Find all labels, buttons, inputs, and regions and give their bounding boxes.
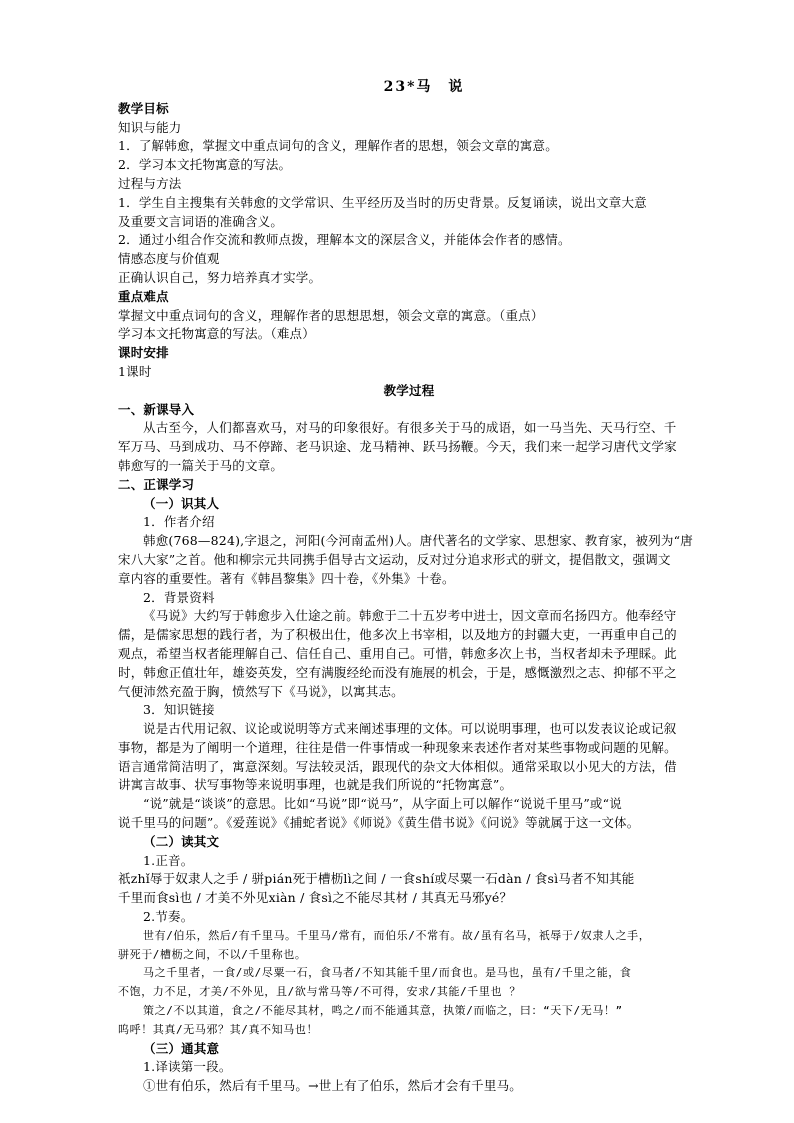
- text-line: 语言通常简洁明了，寓意深刻。写法较灵活，跟现代的杂文大体相似。通常采取以小见大的方法，借: [118, 758, 677, 774]
- text-line: 情感态度与价值观: [118, 251, 220, 267]
- section-heading: 重点难点: [118, 288, 169, 304]
- text-line: 2．背景资料: [143, 589, 215, 605]
- text-line: 观点，希望当权者能理解自己、信任自己、重用自己。可惜，韩愈多次上书，当权者却未予理睬。此: [118, 645, 677, 661]
- document-body: [118, 100, 700, 1096]
- text-line: 策之/不以其道，食之/不能尽其材，鸣之/而不能通其意，执策/而临之，曰：“天下/无马！”: [143, 1004, 623, 1018]
- text-line: 气便沛然充盈于胸，愤然写下《马说》，以寓其志。: [118, 683, 404, 699]
- section-heading: 教学目标: [118, 100, 169, 116]
- text-line: ①世有伯乐，然后有千里马。→世上有了伯乐，然后才会有千里马。: [143, 1078, 522, 1094]
- section-heading: 课时安排: [118, 345, 169, 361]
- text-line: 2．学习本文托物寓意的写法。: [118, 157, 292, 173]
- text-line: 章内容的重要性。著有《韩昌黎集》四十卷，《外集》十卷。: [118, 570, 455, 586]
- text-line: 掌握文中重点词句的含义，理解作者的思想思想，领会文章的寓意。（重点）: [118, 307, 544, 323]
- text-line: 韩愈(768—824),字退之，河阳(今河南孟州)人。唐代著名的文学家、思想家、教育家，被列为“唐: [143, 533, 693, 549]
- text-line: 韩愈写的一篇关于马的文章。: [118, 457, 284, 473]
- text-line: 千里而食sì也 / 才美不外见xiàn / 食sì之不能尽其材 / 其真无马邪yé？: [118, 890, 513, 906]
- text-line: 1.正音。: [143, 852, 194, 868]
- text-line: 正确认识自己，努力培养真才实学。: [118, 269, 322, 285]
- text-line: 1.译读第一段。: [143, 1059, 232, 1075]
- text-line: 事物，都是为了阐明一个道理，往往是借一件事情或一种现象来表述作者对某些事物或问题的见解。: [118, 739, 677, 755]
- text-line: 过程与方法: [118, 175, 182, 191]
- section-heading: 二、正课学习: [118, 476, 195, 492]
- text-line: 不饱，力不足，才美/不外见，且/欲与常马等/不可得，安求/其能/千里也 ？: [118, 985, 521, 999]
- text-line: 1．作者介绍: [143, 514, 215, 530]
- text-line: 时，韩愈正值壮年，雄姿英发，空有满腹经纶而没有施展的机会，于是，感慨激烈之志、抑郁不平之: [118, 664, 677, 680]
- text-line: 知识与能力: [118, 119, 182, 135]
- text-line: 说千里马的问题”。《爱莲说》《捕蛇者说》《师说》《黄生借书说》《问说》等就属于这一文体。: [118, 815, 640, 831]
- text-line: 1．学生自主搜集有关韩愈的文学常识、生平经历及当时的历史背景。反复诵读，说出文章大意: [118, 194, 647, 210]
- text-line: 1课时: [118, 363, 152, 379]
- section-heading: （三）通其意: [143, 1040, 220, 1056]
- text-line: 《马说》大约写于韩愈步入仕途之前。韩愈于二十五岁考中进士，因文章而名扬四方。他奉经守: [143, 608, 677, 624]
- text-line: 及重要文言词语的准确含义。: [118, 213, 284, 229]
- section-heading: 一、新课导入: [118, 401, 195, 417]
- text-line: 学习本文托物寓意的写法。（难点）: [118, 326, 315, 342]
- text-line: 2．通过小组合作交流和教师点拨，理解本文的深层含义，并能体会作者的感情。: [118, 232, 571, 248]
- text-line: 呜呼！其真/无马邪？其/真不知马也！: [118, 1022, 319, 1036]
- section-heading: （一）识其人: [143, 495, 220, 511]
- text-line: 3．知识链接: [143, 702, 215, 718]
- text-line: 世有/伯乐，然后/有千里马。千里马/常有，而伯乐/不常有。故/虽有名马，祇辱于/奴隶人之手，: [143, 928, 651, 942]
- text-line: “说”就是“谈谈”的意思。比如“马说”即“说马”，从字面上可以解作“说说千里马”或“说: [143, 796, 622, 812]
- text-line: 祇zhǐ辱于奴隶人之手 / 骈pián死于槽枥lì之间 / 一食shí或尽粟一石dàn / 食sì马者不知其能: [118, 871, 635, 887]
- text-line: 军万马、马到成功、马不停蹄、老马识途、龙马精神、跃马扬鞭。今天，我们来一起学习唐代文学家: [118, 439, 677, 455]
- text-line: 1．了解韩愈，掌握文中重点词句的含义，理解作者的思想，领会文章的寓意。: [118, 138, 558, 154]
- section-heading: 教学过程: [383, 382, 435, 398]
- page-title: 23*马 说: [383, 79, 465, 95]
- text-line: 从古至今，人们都喜欢马，对马的印象很好。有很多关于马的成语，如一马当先、天马行空、千: [143, 420, 677, 436]
- text-line: 说是古代用记叙、议论或说明等方式来阐述事理的文体。可以说明事理，也可以发表议论或记叙: [143, 721, 677, 737]
- text-line: 讲寓言故事、状写事物等来说明事理，也就是我们所说的“托物寓意”。: [118, 777, 513, 793]
- document-page: [118, 78, 700, 1096]
- text-line: 儒，是儒家思想的践行者，为了积极出仕，他多次上书宰相，以及地方的封疆大吏，一再重申自己的: [118, 627, 677, 643]
- text-line: 骈死于/槽枥之间，不以/千里称也。: [118, 947, 307, 961]
- section-heading: （二）读其文: [143, 833, 220, 849]
- text-line: 宋八大家”之首。他和柳宗元共同携手倡导古文运动，反对过分追求形式的骈文，提倡散文，强调文: [118, 551, 671, 567]
- text-line: 2.节奏。: [143, 909, 194, 925]
- text-line: 马之千里者，一食/或/尽粟一石，食马者/不知其能千里/而食也。是马也，虽有/千里之能，食: [143, 966, 632, 980]
